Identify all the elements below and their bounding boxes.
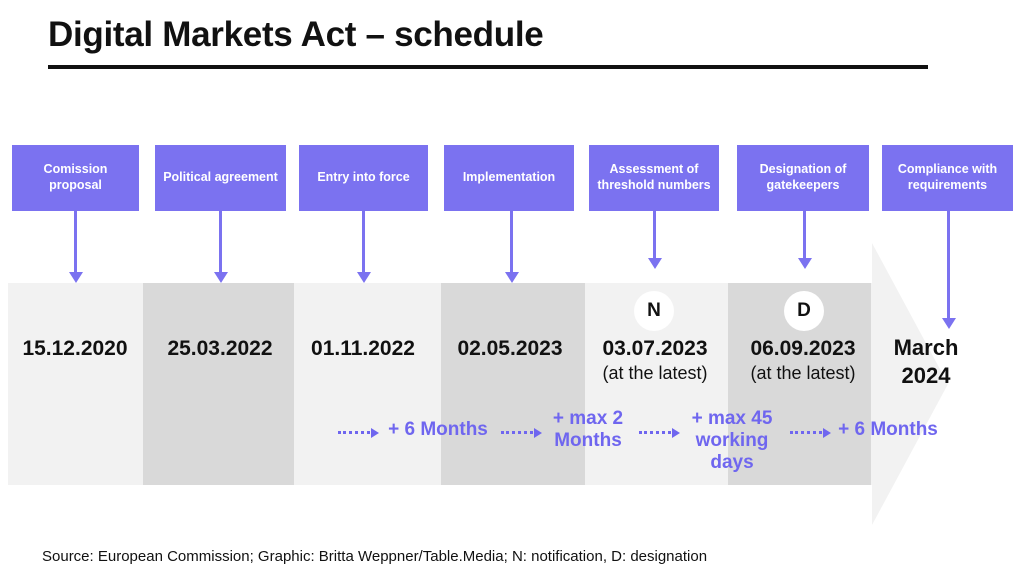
date-note: (at the latest) — [750, 363, 856, 384]
date-value-second-line: 2024 — [901, 362, 951, 388]
marker-letter: N — [647, 300, 661, 321]
step-box-implementation[interactable] — [444, 145, 574, 211]
dotted-connector-2 — [501, 431, 539, 437]
date-value: 06.09.2023 — [750, 337, 856, 360]
date-value: March — [893, 335, 959, 360]
connector-arrow-4 — [510, 211, 513, 273]
timeline-segment-2 — [143, 283, 294, 485]
duration-text: + 6 Months — [388, 419, 488, 440]
date-label-1 — [10, 336, 140, 361]
date-label-2 — [155, 336, 285, 361]
step-label: Implementation — [462, 170, 556, 185]
step-label: Entry into force — [317, 170, 410, 185]
dotted-connector-3 — [639, 431, 677, 437]
date-label-5 — [588, 336, 722, 385]
marker-notification — [634, 291, 674, 331]
step-box-compliance-requirements[interactable] — [882, 145, 1013, 211]
duration-label-4 — [828, 419, 948, 441]
page-title-block — [48, 16, 928, 69]
date-note: (at the latest) — [602, 363, 708, 384]
timeline-segment-1 — [8, 283, 143, 485]
timeline-segment-4 — [441, 283, 585, 485]
marker-designation — [784, 291, 824, 331]
step-label: Compliance with requirements — [897, 162, 998, 192]
source-note: Source: European Commission; Graphic: Britta Weppner/Table.Media; N: notification, D: designation — [42, 548, 708, 565]
date-value: 03.07.2023 — [602, 337, 708, 360]
step-label: Designation of gatekeepers — [759, 162, 847, 192]
date-value: 01.11.2022 — [311, 337, 415, 360]
dotted-connector-4 — [790, 431, 828, 437]
connector-arrow-1 — [74, 211, 77, 273]
duration-label-3 — [682, 408, 782, 474]
connector-arrow-2 — [219, 211, 222, 273]
step-label: Comission proposal — [43, 162, 108, 192]
duration-label-2 — [540, 408, 636, 452]
page-title: Digital Markets Act – schedule — [48, 15, 544, 54]
date-label-6 — [736, 336, 870, 385]
duration-label-1 — [378, 419, 498, 441]
step-box-commission-proposal[interactable] — [12, 145, 139, 211]
date-value: 02.05.2023 — [457, 337, 563, 360]
date-label-3 — [298, 336, 428, 361]
duration-text: + max 2 Months — [552, 408, 624, 451]
date-value: 15.12.2020 — [22, 337, 128, 360]
date-value: 25.03.2022 — [167, 337, 273, 360]
step-box-entry-into-force[interactable] — [299, 145, 428, 211]
step-box-designation-gatekeepers[interactable] — [737, 145, 869, 211]
step-box-political-agreement[interactable] — [155, 145, 286, 211]
connector-arrow-5 — [653, 211, 656, 259]
title-underline — [48, 65, 928, 69]
date-label-4 — [445, 336, 575, 361]
date-label-7 — [878, 334, 974, 389]
step-label: Political agreement — [163, 170, 278, 185]
step-label: Assessment of threshold numbers — [597, 162, 711, 192]
marker-letter: D — [797, 300, 811, 321]
connector-arrow-6 — [803, 211, 806, 259]
connector-arrow-3 — [362, 211, 365, 273]
dotted-connector-1 — [338, 431, 376, 437]
timeline-segment-3 — [294, 283, 441, 485]
connector-arrow-7 — [947, 211, 950, 319]
duration-text: + max 45 working days — [691, 408, 773, 473]
duration-text: + 6 Months — [838, 419, 938, 440]
step-box-assessment-threshold-numbers[interactable] — [589, 145, 719, 211]
